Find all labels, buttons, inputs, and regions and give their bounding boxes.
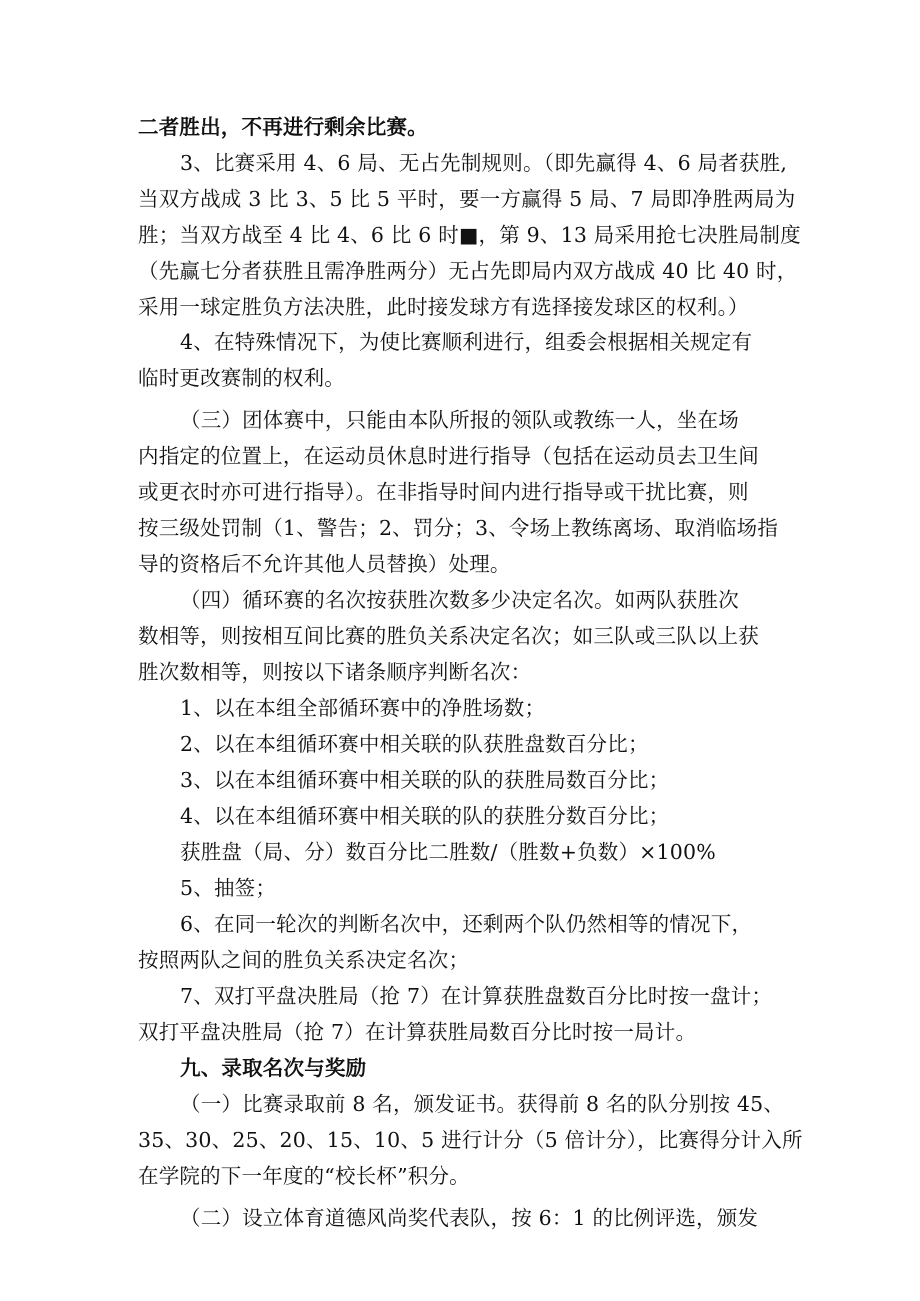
- text-line: 5、抽签；: [180, 876, 277, 900]
- text-line: 1、以在本组全部循环赛中的净胜场数；: [180, 696, 546, 720]
- text-line: 或更衣时亦可进行指导）。在非指导时间内进行指导或干扰比赛，则: [138, 480, 749, 504]
- text-line: （三）团体赛中，只能由本队所报的领队或教练一人，坐在场: [180, 408, 739, 432]
- text-line: 内指定的位置上，在运动员休息时进行指导（包括在运动员去卫生间: [138, 444, 759, 468]
- text-line: 采用一球定胜负方法决胜，此时接发球方有选择接发球区的权利。）: [138, 295, 749, 319]
- text-line: 3、比赛采用 4、6 局、无占先制规则。（即先赢得 4、6 局者获胜,: [180, 151, 788, 175]
- text-line: 6、在同一轮次的判断名次中，还剩两个队仍然相等的情况下，: [180, 912, 753, 936]
- text-line: （先赢七分者获胜且需净胜两分）无占先即局内双方战成 40 比 40 时，: [138, 259, 798, 283]
- text-line: 35、30、25、20、15、10、5 进行计分（5 倍计分），比赛得分计入所: [138, 1128, 803, 1152]
- text-line: 4、在特殊情况下，为使比赛顺利进行，组委会根据相关规定有: [180, 330, 753, 354]
- text-line: 按三级处罚制（1、警告；2、罚分；3、令场上教练离场、取消临场指: [138, 516, 779, 540]
- text-line: 4、以在本组循环赛中相关联的队的获胜分数百分比；: [180, 804, 670, 828]
- text-line: （二）设立体育道德风尚奖代表队，按 6：1 的比例评选，颁发: [180, 1206, 759, 1230]
- section-heading: 九、录取名次与奖励: [180, 1056, 367, 1080]
- text-line: 胜次数相等，则按以下诸条顺序判断名次：: [138, 660, 532, 684]
- text-line: 当双方战成 3 比 3、5 比 5 平时，要一方赢得 5 局、7 局即净胜两局为: [138, 187, 796, 211]
- text-line: （四）循环赛的名次按获胜次数多少决定名次。如两队获胜次: [180, 588, 739, 612]
- text-line: 临时更改赛制的权利。: [138, 366, 345, 390]
- text-line: 在学院的下一年度的“校长杯”积分。: [138, 1164, 470, 1188]
- text-line: 二者胜出，不再进行剩余比赛。: [138, 115, 428, 139]
- formula-line: 获胜盘（局、分）数百分比二胜数/（胜数+负数）×100%: [180, 840, 716, 864]
- text-line: 7、双打平盘决胜局（抢 7）在计算获胜盘数百分比时按一盘计；: [180, 984, 773, 1008]
- text-line: （一）比赛录取前 8 名，颁发证书。获得前 8 名的队分别按 45、: [180, 1092, 785, 1116]
- text-line: 2、以在本组循环赛中相关联的队获胜盘数百分比；: [180, 732, 649, 756]
- text-line: 双打平盘决胜局（抢 7）在计算获胜局数百分比时按一局计。: [138, 1020, 697, 1044]
- text-line: 按照两队之间的胜负关系决定名次；: [138, 948, 470, 972]
- text-line: 胜；当双方战至 4 比 4、6 比 6 时■，第 9、13 局采用抢七决胜局制度: [138, 223, 801, 247]
- text-line: 导的资格后不允许其他人员替换）处理。: [138, 552, 511, 576]
- text-line: 数相等，则按相互间比赛的胜负关系决定名次；如三队或三队以上获: [138, 624, 759, 648]
- text-line: 3、以在本组循环赛中相关联的队的获胜局数百分比；: [180, 768, 670, 792]
